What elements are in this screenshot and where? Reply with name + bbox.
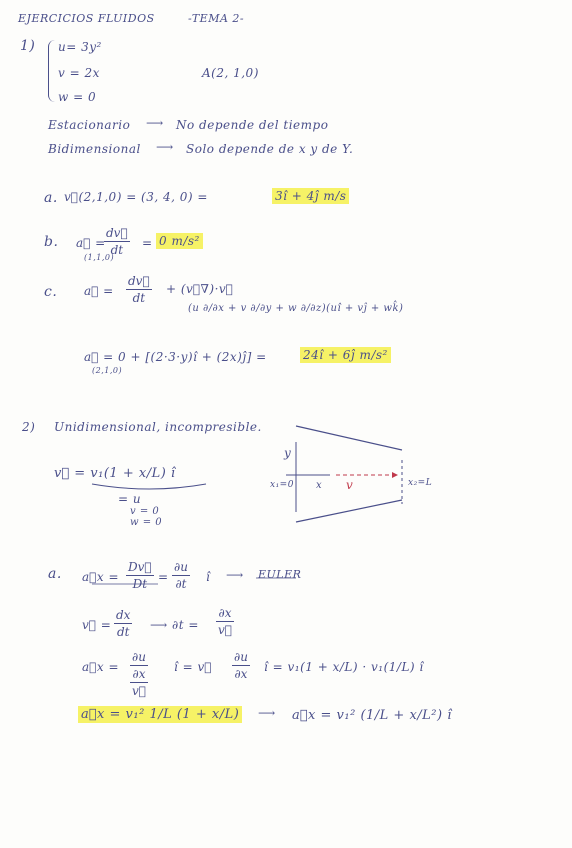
frac-den: dt bbox=[110, 243, 124, 257]
page-subtitle: -TEMA 2- bbox=[188, 12, 245, 25]
item-b-label: b. bbox=[44, 234, 59, 250]
point-a: A(2, 1,0) bbox=[202, 66, 259, 80]
frac-den: ∂x bbox=[132, 667, 146, 681]
frac-num: dv⃗ bbox=[106, 226, 128, 240]
final-highlight: a⃗x = v₁² 1/L (1 + x/L) bbox=[78, 706, 242, 723]
ex2-v: v = 0 bbox=[130, 506, 160, 517]
frac-num: ∂u bbox=[132, 650, 146, 664]
item-b-sub: (1,1,0) bbox=[84, 253, 115, 262]
bidi-desc: Solo depende de x y de Y. bbox=[186, 142, 354, 156]
frac-num: ∂x bbox=[218, 606, 232, 620]
ex2-title: Unidimensional, incompresible. bbox=[54, 420, 262, 434]
fraction-partial-u-t bbox=[172, 560, 190, 591]
ex2-a-label: a. bbox=[48, 566, 62, 582]
ex2-u: = u bbox=[118, 492, 142, 506]
ex2-a3-mid: î = v⃗ bbox=[174, 660, 213, 674]
frac-num: ∂u bbox=[174, 560, 188, 574]
page-title: EJERCICIOS FLUIDOS bbox=[18, 12, 155, 25]
fraction-du-dx bbox=[232, 650, 250, 681]
frac-den: ∂t bbox=[175, 577, 187, 591]
item-a-label: a. bbox=[44, 190, 58, 206]
item-c-lhs: a⃗ = bbox=[84, 284, 114, 298]
arrow-icon: ⟶ bbox=[226, 568, 244, 582]
frac-num: ∂u bbox=[234, 650, 248, 664]
frac-den-bottom: v⃗ bbox=[132, 684, 146, 698]
arrow-icon: ⟶ bbox=[258, 706, 276, 720]
ex2-a1-lhs: a⃗x = bbox=[82, 570, 119, 584]
frac-num: dx bbox=[116, 608, 131, 622]
euler-label: EULER bbox=[258, 568, 302, 581]
arrow-icon: ⟶ bbox=[146, 116, 164, 130]
item-c-expansion: (u ∂/∂x + v ∂/∂y + w ∂/∂z)(uî + vĵ + wk̂) bbox=[188, 303, 404, 314]
ex2-number: 2) bbox=[22, 420, 36, 434]
item-c-convective: + (v⃗∇)·v⃗ bbox=[166, 282, 234, 296]
ex2-a3-lhs: a⃗x = bbox=[82, 660, 119, 674]
frac-den: dt bbox=[132, 291, 146, 305]
ex1-number: 1) bbox=[20, 38, 36, 54]
arrow-icon: ⟶ bbox=[156, 140, 174, 154]
ex2-velocity: v⃗ = v₁(1 + x/L) î bbox=[54, 466, 176, 481]
frac-den: Dt bbox=[132, 577, 148, 591]
equals-sign: = bbox=[142, 236, 153, 250]
diagram-v-label: v bbox=[346, 478, 354, 492]
final-result: a⃗x = v₁² (1/L + x/L²) î bbox=[292, 708, 452, 723]
eq-v: v = 2x bbox=[58, 66, 100, 80]
bidi-word: Bidimensional bbox=[48, 142, 141, 156]
fraction-dx-dt bbox=[114, 608, 132, 639]
item-a-lhs: v⃗(2,1,0) = (3, 4, 0) = bbox=[64, 190, 208, 204]
item-c2-result: 24î + 6ĵ m/s² bbox=[300, 347, 391, 363]
frac-num: dv⃗ bbox=[128, 274, 150, 288]
eq-w: w = 0 bbox=[58, 90, 97, 104]
fraction-dx-v bbox=[216, 606, 234, 637]
est-desc: No depende del tiempo bbox=[176, 118, 329, 132]
frac-den: v⃗ bbox=[218, 623, 232, 637]
equals-sign: = bbox=[158, 570, 169, 584]
ex2-a2-lhs: v⃗ = bbox=[82, 618, 112, 632]
frac-den: dt bbox=[116, 625, 130, 639]
item-b-result: 0 m/s² bbox=[156, 233, 203, 249]
ex2-a3-tail: î = v₁(1 + x/L) · v₁(1/L) î bbox=[264, 660, 424, 674]
ex2-a2-mid: ⟶ ∂t = bbox=[150, 618, 199, 632]
frac-den: ∂x bbox=[234, 667, 248, 681]
frac-num: Dv⃗ bbox=[128, 560, 152, 574]
item-b-lhs: a⃗ = bbox=[76, 236, 106, 250]
est-word: Estacionario bbox=[48, 118, 131, 132]
item-a-result: 3î + 4ĵ m/s bbox=[272, 188, 349, 204]
diagram-x1-label: x₁=0 bbox=[270, 480, 294, 490]
item-c2-lhs: a⃗ = 0 + [(2·3·y)î + (2x)ĵ] = bbox=[84, 350, 267, 364]
ex2-a1-tail: î bbox=[206, 570, 211, 584]
item-c2-sub: (2,1,0) bbox=[92, 366, 123, 375]
ex2-w: w = 0 bbox=[130, 517, 163, 528]
fraction-compound bbox=[130, 650, 148, 698]
item-c-label: c. bbox=[44, 284, 58, 300]
diagram-x-label: x bbox=[316, 480, 323, 491]
diagram-y-label: y bbox=[284, 446, 292, 460]
fraction-material-derivative bbox=[126, 560, 154, 591]
eq-u: u= 3y² bbox=[58, 40, 102, 54]
diagram-x2-label: x₂=L bbox=[408, 478, 433, 488]
